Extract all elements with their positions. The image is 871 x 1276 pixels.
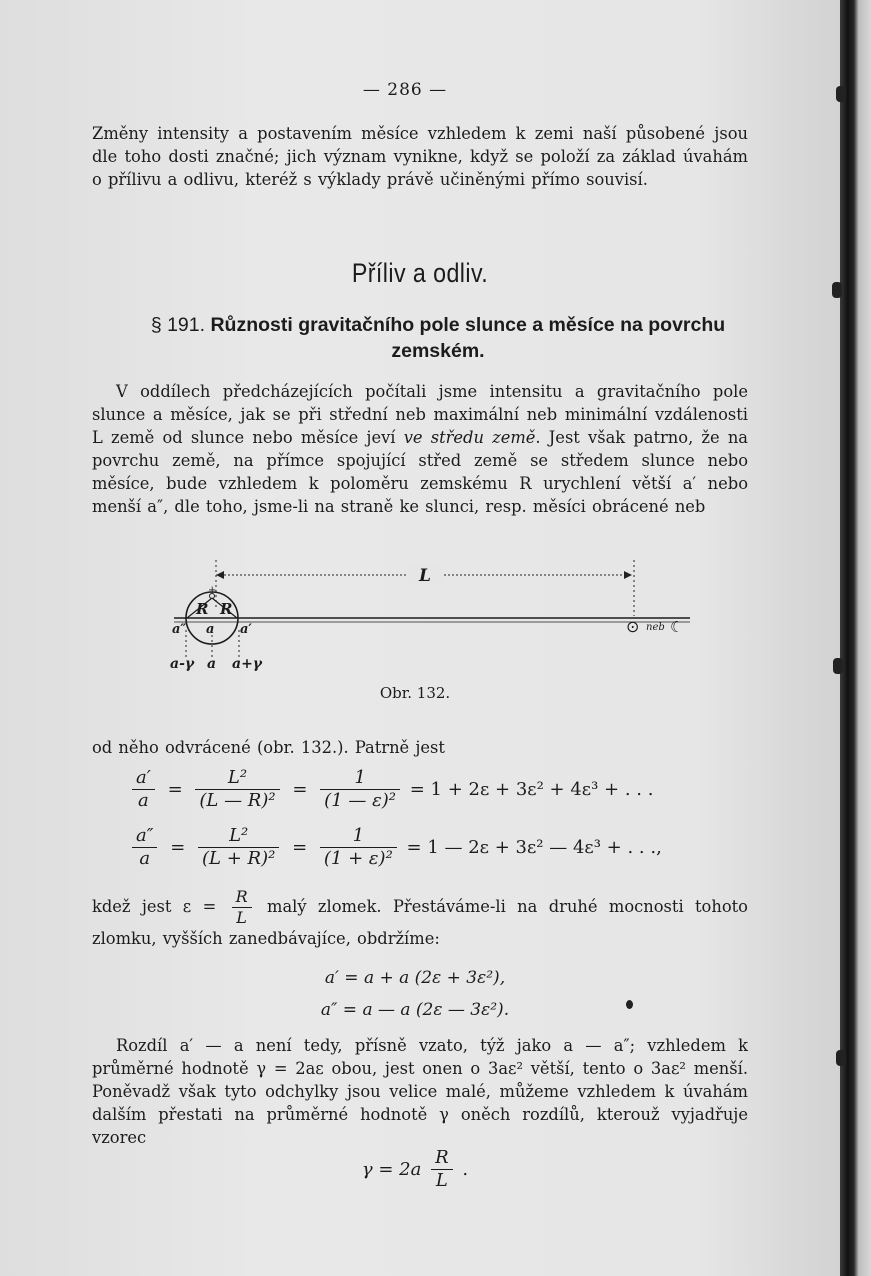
radius-label-left: R [196, 600, 209, 618]
paragraph-1-emphasis: ve středu země [403, 428, 536, 447]
equation-2 [128, 826, 748, 869]
eq1-f2-num: 1 [320, 768, 400, 790]
eq5-fraction [431, 1148, 453, 1191]
eq2-lhs-num: a″ [132, 826, 157, 848]
paragraph-3 [92, 888, 748, 951]
eq1-series: = 1 + 2ε + 3ε² + 4ε³ + . . . [409, 779, 654, 800]
bottom-label-center: a [207, 656, 217, 672]
paragraph-4: Rozdíl a′ — a není tedy, přísně vzato, týž jako a — a″; vzhledem k průměrné hodnotě γ = 2aε obou, jest onen o 3aε² větší, tento o 3aε² menší. Poněvadž však tyto odchylky jsou velice malé, můžeme vzhledem k úvahám dalším přestati na průměrné hodnotě γ oněch rozdílů, kterouž vyjadřuje vzorec [92, 1036, 748, 1147]
distance-arrow-right [624, 571, 632, 579]
eq5-num: R [431, 1148, 453, 1170]
point-label-left: a″ [172, 622, 187, 637]
page-number: — 286 — [362, 80, 448, 100]
eq2-equals-1: = [170, 837, 186, 858]
binding-hole [832, 282, 842, 298]
eq1-f1-den: (L — R)² [199, 790, 276, 811]
paragraph-1-part1: V oddílech předcházejících počítali jsme intensitu a gravitačního pole slunce a měsíce, jak se při střední neb maximální neb minimální vzdálenosti L země od slunce nebo měsíce jeví [92, 382, 748, 447]
paragraph-3-suffix: malý zlomek. Přestáváme-li na druhé mocnosti tohoto zlomku, vyšších zanedbávajíce, obdržíme: [92, 897, 748, 948]
eq2-f1-den: (L + R)² [202, 848, 276, 869]
eq2-equals-2: = [292, 837, 308, 858]
epsilon-fraction [232, 888, 252, 927]
section-title: Příliv a odliv. [351, 258, 489, 288]
epsilon-den: L [236, 908, 247, 927]
distance-arrow-left [216, 571, 224, 579]
eq1-f1-num: L² [195, 768, 279, 790]
section-heading-text: Různosti gravitačního pole slunce a měsíce na povrchu zemském. [210, 314, 726, 362]
section-heading [108, 312, 768, 364]
epsilon-num: R [232, 888, 252, 908]
eq1-lhs-num: a′ [132, 768, 155, 790]
book-spine [840, 0, 871, 1276]
eq2-lhs-fraction [132, 826, 157, 869]
paragraph-2: od něho odvrácené (obr. 132.). Patrně jest [92, 738, 445, 757]
figure-diagram [160, 550, 720, 690]
intro-paragraph: Změny intensity a postavením měsíce vzhledem k zemi naší působené jsou dle toho dosti značné; jich význam vynikne, když se položí za základ úvahám o přílivu a odlivu, kteréž s výklady právě učiněnými přímo souvisí. [92, 124, 748, 189]
eq1-fraction-1 [195, 768, 279, 811]
eq2-lhs-den: a [139, 848, 151, 869]
eq2-f2-den: (1 + ε)² [323, 848, 393, 869]
eq1-equals-2: = [292, 779, 308, 800]
equation-1 [128, 768, 748, 811]
paragraph-1-part2: . Jest však patrno, že na povrchu země, na přímce spojující střed země se středem slunce nebo měsíce, bude vzhledem k poloměru zemskému R urychlení větší a′ nebo menší a″, dle toho, jsme-li na straně ke slunci, resp. měsíci obrácené neb [92, 428, 749, 516]
bottom-label-right: a+γ [232, 656, 263, 672]
eq5-end: . [462, 1158, 469, 1180]
equation-3: a′ = a + a (2ε + 3ε²), [324, 968, 506, 988]
bottom-label-left: a-γ [170, 656, 195, 672]
eq2-f2-num: 1 [320, 826, 397, 848]
eq2-series: = 1 — 2ε + 3ε² — 4ε³ + . . ., [406, 837, 662, 858]
eq1-lhs-fraction [132, 768, 155, 811]
figure-caption: Obr. 132. [379, 684, 451, 702]
center-mark: + [208, 585, 217, 596]
equation-4: a″ = a — a (2ε — 3ε²). [320, 1000, 510, 1020]
paragraph-3-prefix: kdež jest ε = [92, 897, 217, 916]
paragraph-1 [92, 380, 748, 518]
binding-hole [836, 86, 846, 102]
eq5-lhs: γ = 2a [361, 1158, 422, 1180]
point-label-center: a [206, 622, 215, 637]
eq1-f2-den: (1 — ε)² [324, 790, 396, 811]
figure-132 [160, 550, 720, 690]
eq1-lhs-den: a [138, 790, 149, 811]
distance-label: L [419, 566, 431, 586]
eq2-fraction-1 [198, 826, 279, 869]
or-label: neb [646, 622, 665, 633]
section-number: § 191. [150, 314, 206, 336]
binding-hole [836, 1050, 846, 1066]
eq5-den: L [435, 1170, 448, 1191]
eq1-equals-1: = [167, 779, 183, 800]
binding-hole [833, 658, 843, 674]
point-label-right: a′ [240, 622, 252, 637]
moon-icon: ☾ [670, 618, 684, 636]
sun-icon: ⊙ [626, 617, 640, 636]
equation-5 [0, 1148, 830, 1191]
ink-speck [626, 1000, 633, 1009]
radius-label-right: R [220, 600, 233, 618]
eq2-fraction-2 [320, 826, 397, 869]
eq1-fraction-2 [320, 768, 400, 811]
eq2-f1-num: L² [198, 826, 279, 848]
